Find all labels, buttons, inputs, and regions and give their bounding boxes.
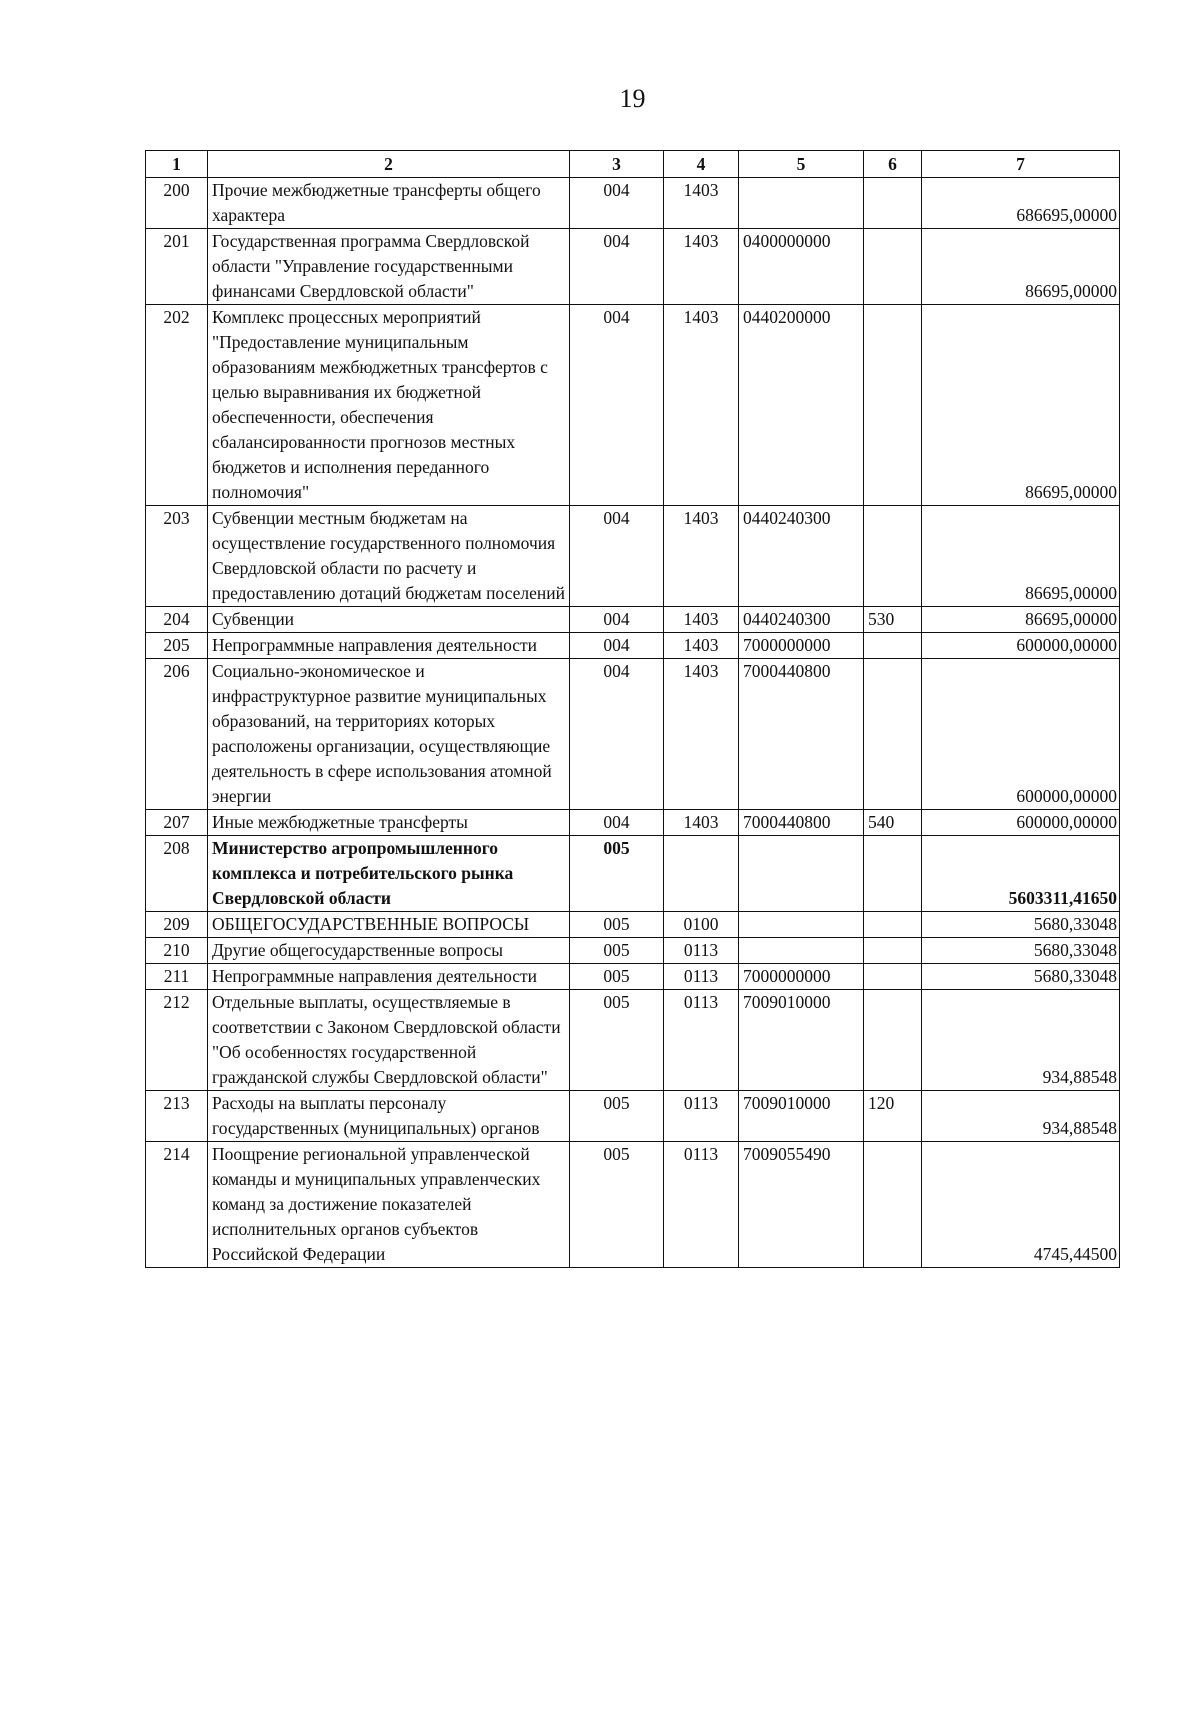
row-name-cell: Комплекс процессных мероприятий "Предоставление муниципальным образованиям межбюджетных трансфертов с целью выравнивания их бюджетной обеспеченности, обеспечения сбалансированности прогнозов местных бюджетов и исполнения переданного полномочия" bbox=[208, 305, 570, 506]
row-amount-cell: 600000,00000 bbox=[922, 659, 1120, 810]
row-target-cell: 7000000000 bbox=[739, 964, 864, 990]
row-number-cell: 210 bbox=[146, 938, 208, 964]
row-number-cell: 202 bbox=[146, 305, 208, 506]
row-grbs-cell: 004 bbox=[570, 506, 664, 607]
row-target-cell: 0440240300 bbox=[739, 506, 864, 607]
row-section-cell: 1403 bbox=[664, 607, 739, 633]
row-number-cell: 200 bbox=[146, 178, 208, 229]
row-grbs-cell: 005 bbox=[570, 836, 664, 912]
row-grbs-cell: 004 bbox=[570, 633, 664, 659]
row-section-cell: 1403 bbox=[664, 305, 739, 506]
row-grbs-cell: 005 bbox=[570, 1142, 664, 1268]
row-amount-cell: 600000,00000 bbox=[922, 633, 1120, 659]
row-name-cell: Отдельные выплаты, осуществляемые в соответствии с Законом Свердловской области "Об особенностях государственной гражданской службы Свердловской области" bbox=[208, 990, 570, 1091]
row-name-cell: Социально-экономическое и инфраструктурное развитие муниципальных образований, на территориях которых расположены организации, осуществляющие деятельность в сфере использования атомной энергии bbox=[208, 659, 570, 810]
header-cell-1: 1 bbox=[146, 151, 208, 178]
row-expense-type-cell bbox=[864, 938, 922, 964]
row-target-cell bbox=[739, 938, 864, 964]
budget-table bbox=[145, 150, 1120, 1268]
row-number-cell: 211 bbox=[146, 964, 208, 990]
row-name-cell: Субвенции местным бюджетам на осуществление государственного полномочия Свердловской области по расчету и предоставлению дотаций бюджетам поселений bbox=[208, 506, 570, 607]
row-amount-cell: 5680,33048 bbox=[922, 938, 1120, 964]
row-number-cell: 201 bbox=[146, 229, 208, 305]
table-row bbox=[146, 659, 1120, 810]
row-amount-cell: 86695,00000 bbox=[922, 607, 1120, 633]
row-grbs-cell: 004 bbox=[570, 178, 664, 229]
table-row bbox=[146, 229, 1120, 305]
row-grbs-cell: 005 bbox=[570, 938, 664, 964]
row-target-cell: 0440200000 bbox=[739, 305, 864, 506]
header-cell-4: 4 bbox=[664, 151, 739, 178]
row-section-cell: 1403 bbox=[664, 810, 739, 836]
header-cell-2: 2 bbox=[208, 151, 570, 178]
row-name-cell: Поощрение региональной управленческой команды и муниципальных управленческих команд за достижение показателей исполнительных органов субъектов Российской Федерации bbox=[208, 1142, 570, 1268]
row-section-cell: 0113 bbox=[664, 964, 739, 990]
row-target-cell: 7000440800 bbox=[739, 810, 864, 836]
row-section-cell: 0113 bbox=[664, 1091, 739, 1142]
row-expense-type-cell bbox=[864, 659, 922, 810]
row-number-cell: 205 bbox=[146, 633, 208, 659]
row-expense-type-cell bbox=[864, 1142, 922, 1268]
row-amount-cell: 686695,00000 bbox=[922, 178, 1120, 229]
table-row bbox=[146, 1091, 1120, 1142]
row-section-cell: 0113 bbox=[664, 990, 739, 1091]
row-number-cell: 208 bbox=[146, 836, 208, 912]
table-body bbox=[146, 178, 1120, 1268]
row-section-cell: 0100 bbox=[664, 912, 739, 938]
row-target-cell: 7009010000 bbox=[739, 1091, 864, 1142]
row-name-cell: Прочие межбюджетные трансферты общего характера bbox=[208, 178, 570, 229]
row-amount-cell: 5680,33048 bbox=[922, 912, 1120, 938]
table-row bbox=[146, 178, 1120, 229]
row-target-cell: 7000000000 bbox=[739, 633, 864, 659]
table-row bbox=[146, 1142, 1120, 1268]
row-number-cell: 209 bbox=[146, 912, 208, 938]
row-amount-cell: 86695,00000 bbox=[922, 506, 1120, 607]
row-expense-type-cell bbox=[864, 178, 922, 229]
row-grbs-cell: 005 bbox=[570, 1091, 664, 1142]
row-section-cell: 1403 bbox=[664, 633, 739, 659]
page-number: 19 bbox=[619, 84, 646, 113]
row-section-cell: 1403 bbox=[664, 506, 739, 607]
row-amount-cell: 4745,44500 bbox=[922, 1142, 1120, 1268]
table-row bbox=[146, 836, 1120, 912]
row-number-cell: 206 bbox=[146, 659, 208, 810]
row-target-cell: 7009055490 bbox=[739, 1142, 864, 1268]
row-number-cell: 212 bbox=[146, 990, 208, 1091]
header-cell-3: 3 bbox=[570, 151, 664, 178]
row-amount-cell: 934,88548 bbox=[922, 990, 1120, 1091]
row-grbs-cell: 004 bbox=[570, 810, 664, 836]
row-grbs-cell: 004 bbox=[570, 305, 664, 506]
table-row bbox=[146, 912, 1120, 938]
row-section-cell: 1403 bbox=[664, 229, 739, 305]
row-section-cell: 1403 bbox=[664, 659, 739, 810]
row-name-cell: Другие общегосударственные вопросы bbox=[208, 938, 570, 964]
table-row bbox=[146, 633, 1120, 659]
row-section-cell: 0113 bbox=[664, 1142, 739, 1268]
row-number-cell: 214 bbox=[146, 1142, 208, 1268]
row-number-cell: 213 bbox=[146, 1091, 208, 1142]
row-section-cell bbox=[664, 836, 739, 912]
row-amount-cell: 86695,00000 bbox=[922, 305, 1120, 506]
row-target-cell bbox=[739, 836, 864, 912]
row-expense-type-cell bbox=[864, 506, 922, 607]
row-expense-type-cell bbox=[864, 912, 922, 938]
row-expense-type-cell bbox=[864, 836, 922, 912]
table-row bbox=[146, 990, 1120, 1091]
row-amount-cell: 86695,00000 bbox=[922, 229, 1120, 305]
row-name-cell: ОБЩЕГОСУДАРСТВЕННЫЕ ВОПРОСЫ bbox=[208, 912, 570, 938]
header-cell-7: 7 bbox=[922, 151, 1120, 178]
table-row bbox=[146, 964, 1120, 990]
table-row bbox=[146, 305, 1120, 506]
row-target-cell: 7000440800 bbox=[739, 659, 864, 810]
row-grbs-cell: 005 bbox=[570, 912, 664, 938]
row-number-cell: 203 bbox=[146, 506, 208, 607]
row-expense-type-cell: 530 bbox=[864, 607, 922, 633]
row-grbs-cell: 004 bbox=[570, 659, 664, 810]
row-name-cell: Иные межбюджетные трансферты bbox=[208, 810, 570, 836]
row-section-cell: 1403 bbox=[664, 178, 739, 229]
header-cell-5: 5 bbox=[739, 151, 864, 178]
row-name-cell: Государственная программа Свердловской области "Управление государственными финансами Свердловской области" bbox=[208, 229, 570, 305]
table-row bbox=[146, 506, 1120, 607]
row-amount-cell: 934,88548 bbox=[922, 1091, 1120, 1142]
row-target-cell bbox=[739, 912, 864, 938]
row-expense-type-cell: 540 bbox=[864, 810, 922, 836]
row-amount-cell: 5680,33048 bbox=[922, 964, 1120, 990]
row-name-cell: Расходы на выплаты персоналу государственных (муниципальных) органов bbox=[208, 1091, 570, 1142]
row-target-cell bbox=[739, 178, 864, 229]
row-amount-cell: 5603311,41650 bbox=[922, 836, 1120, 912]
row-target-cell: 7009010000 bbox=[739, 990, 864, 1091]
row-expense-type-cell bbox=[864, 305, 922, 506]
row-grbs-cell: 005 bbox=[570, 990, 664, 1091]
table-row bbox=[146, 810, 1120, 836]
row-target-cell: 0440240300 bbox=[739, 607, 864, 633]
row-number-cell: 207 bbox=[146, 810, 208, 836]
row-expense-type-cell bbox=[864, 633, 922, 659]
row-name-cell: Непрограммные направления деятельности bbox=[208, 964, 570, 990]
row-number-cell: 204 bbox=[146, 607, 208, 633]
row-grbs-cell: 004 bbox=[570, 229, 664, 305]
row-expense-type-cell bbox=[864, 964, 922, 990]
table-header-row bbox=[146, 151, 1120, 178]
row-amount-cell: 600000,00000 bbox=[922, 810, 1120, 836]
table-row bbox=[146, 607, 1120, 633]
row-expense-type-cell bbox=[864, 990, 922, 1091]
row-expense-type-cell bbox=[864, 229, 922, 305]
row-section-cell: 0113 bbox=[664, 938, 739, 964]
row-name-cell: Министерство агропромышленного комплекса и потребительского рынка Свердловской области bbox=[208, 836, 570, 912]
row-grbs-cell: 005 bbox=[570, 964, 664, 990]
row-expense-type-cell: 120 bbox=[864, 1091, 922, 1142]
row-name-cell: Непрограммные направления деятельности bbox=[208, 633, 570, 659]
table-row bbox=[146, 938, 1120, 964]
header-cell-6: 6 bbox=[864, 151, 922, 178]
row-grbs-cell: 004 bbox=[570, 607, 664, 633]
row-target-cell: 0400000000 bbox=[739, 229, 864, 305]
row-name-cell: Субвенции bbox=[208, 607, 570, 633]
